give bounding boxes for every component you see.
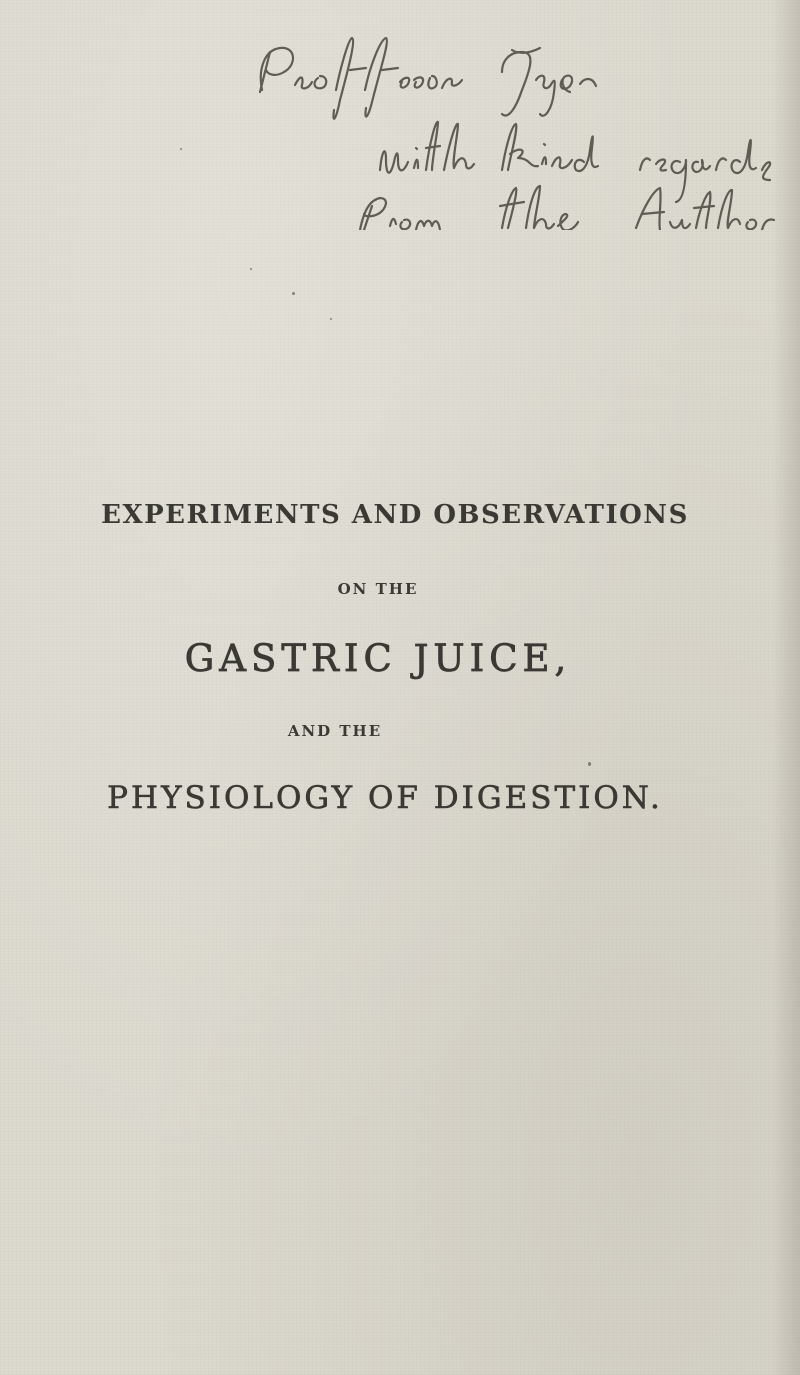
- handwritten-inscription: [240, 30, 800, 230]
- paper-speck: [180, 148, 182, 150]
- paper-speck: [250, 268, 252, 270]
- paper-speck: [330, 318, 332, 320]
- title-line-gastric-juice: GASTRIC JUICE,: [184, 637, 572, 680]
- title-line-experiments: EXPERIMENTS AND OBSERVATIONS: [101, 500, 689, 530]
- title-line-physiology: PHYSIOLOGY OF DIGESTION.: [107, 780, 663, 816]
- paper-speck: [588, 762, 591, 766]
- title-line-on-the: ON THE: [337, 580, 419, 598]
- handwriting-svg: [240, 30, 800, 230]
- paper-speck: [292, 292, 295, 295]
- title-line-and-the: AND THE: [287, 722, 383, 740]
